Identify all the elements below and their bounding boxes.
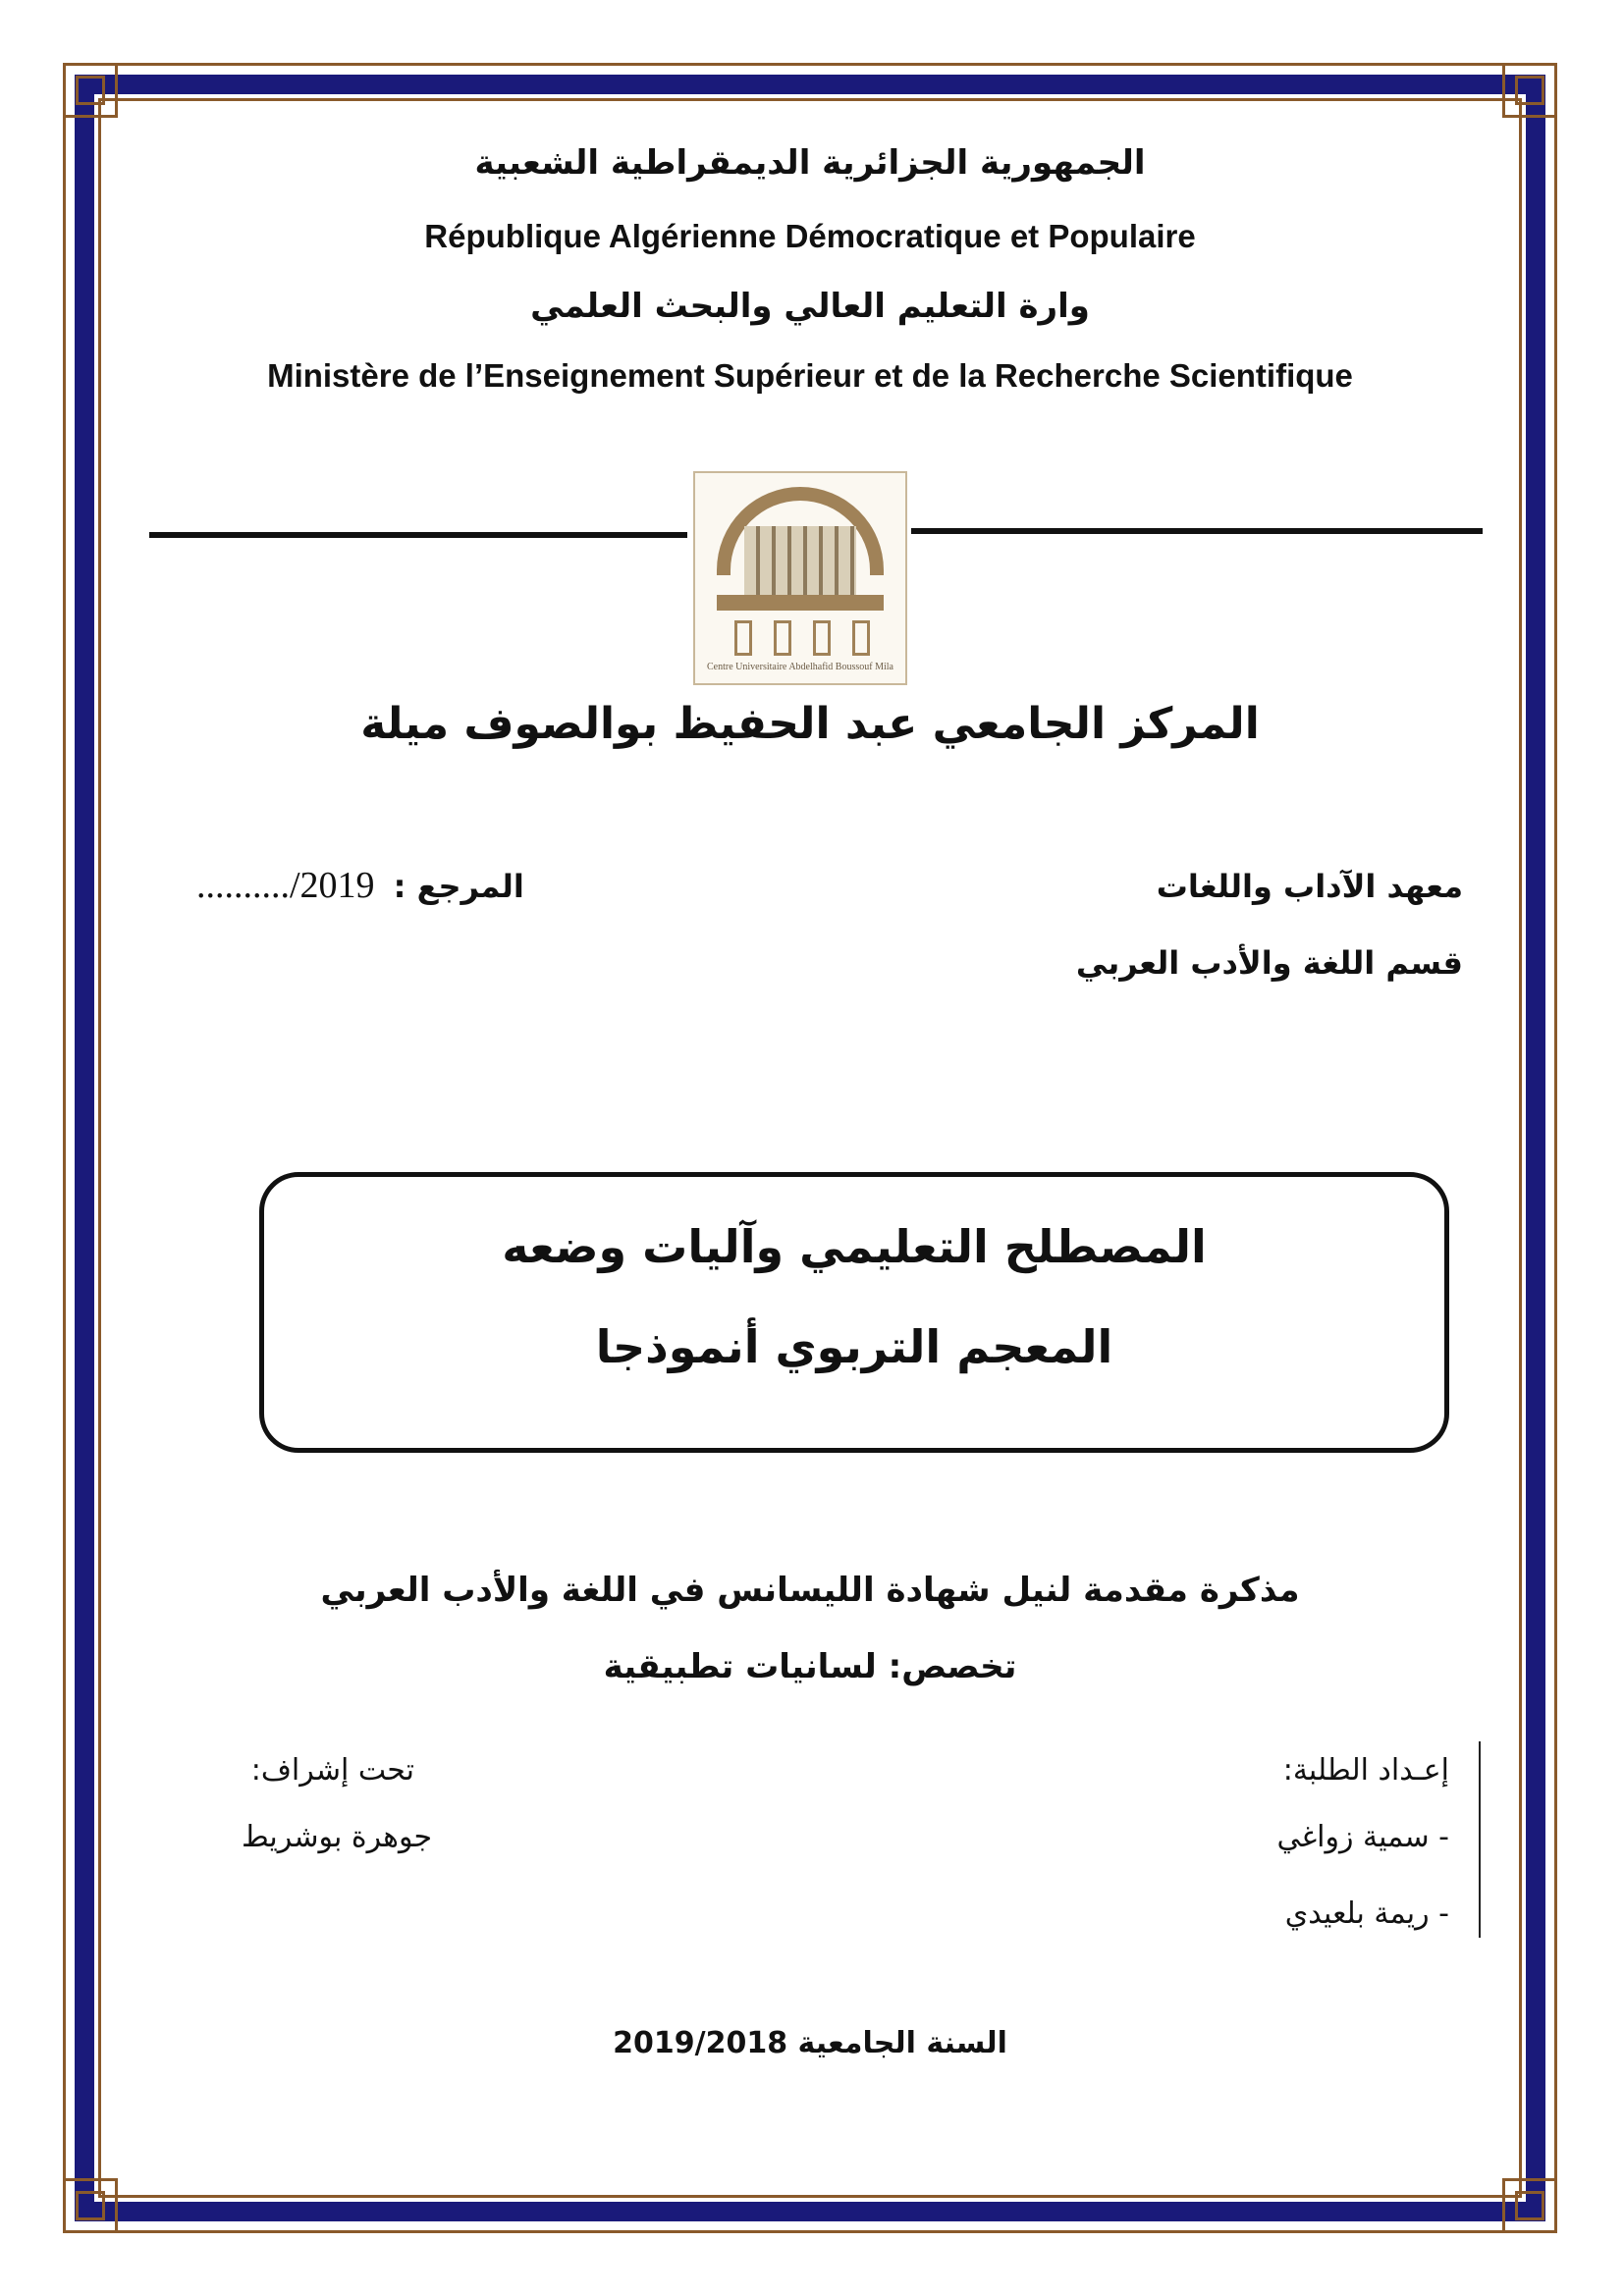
student-name: - سمية زواغي <box>1276 1820 1449 1854</box>
thesis-title-box <box>259 1172 1449 1453</box>
students-label: إعـداد الطلبة: <box>1282 1753 1449 1788</box>
students-divider <box>1479 1741 1481 1938</box>
logo-band <box>717 595 884 611</box>
reference-label: المرجع : <box>393 868 524 905</box>
header-rule-left <box>149 532 687 538</box>
degree-statement: مذكرة مقدمة لنيل شهادة الليسانس في اللغة والأدب العربي <box>320 1571 1300 1610</box>
reference-value: ........../2019 <box>196 865 375 906</box>
logo-column <box>813 620 831 656</box>
ministry-arabic: وارة التعليم العالي والبحث العلمي <box>530 287 1090 326</box>
logo-column <box>774 620 791 656</box>
student-name: - ريمة بلعيدي <box>1284 1896 1449 1931</box>
reference <box>196 864 530 907</box>
logo-column <box>734 620 752 656</box>
ministry-french: Ministère de l’Enseignement Supérieur et de la Recherche Scientifique <box>267 357 1353 394</box>
republic-french: République Algérienne Démocratique et Populaire <box>424 218 1196 254</box>
republic-arabic: الجمهورية الجزائرية الديمقراطية الشعبية <box>474 143 1146 183</box>
university-name: المركز الجامعي عبد الحفيظ بوالصوف ميلة <box>360 699 1260 749</box>
corner-ornament-top-right <box>1502 63 1557 118</box>
university-logo <box>693 471 907 685</box>
specialty: تخصص: لسانيات تطبيقية <box>603 1647 1017 1686</box>
institute-name: معهد الآداب واللغات <box>1156 868 1463 905</box>
page-border-inner <box>98 98 1522 2198</box>
header-rule-right <box>911 528 1483 534</box>
academic-year: السنة الجامعية 2019/2018 <box>613 2026 1007 2060</box>
department-name: قسم اللغة والأدب العربي <box>1075 944 1463 982</box>
supervisor-label: تحت إشراف: <box>250 1753 414 1788</box>
logo-building <box>744 526 856 595</box>
corner-ornament-bottom-right <box>1502 2178 1557 2233</box>
supervisor-name: جوهرة بوشريط <box>241 1820 432 1854</box>
logo-column <box>852 620 870 656</box>
logo-caption: Centre Universitaire Abdelhafid Boussouf Mila <box>707 662 893 672</box>
corner-ornament-top-left <box>63 63 118 118</box>
thesis-title-line-2: المعجم التربوي أنموذجا <box>595 1320 1113 1373</box>
thesis-title-line-1: المصطلح التعليمي وآليات وضعه <box>502 1220 1207 1273</box>
corner-ornament-bottom-left <box>63 2178 118 2233</box>
